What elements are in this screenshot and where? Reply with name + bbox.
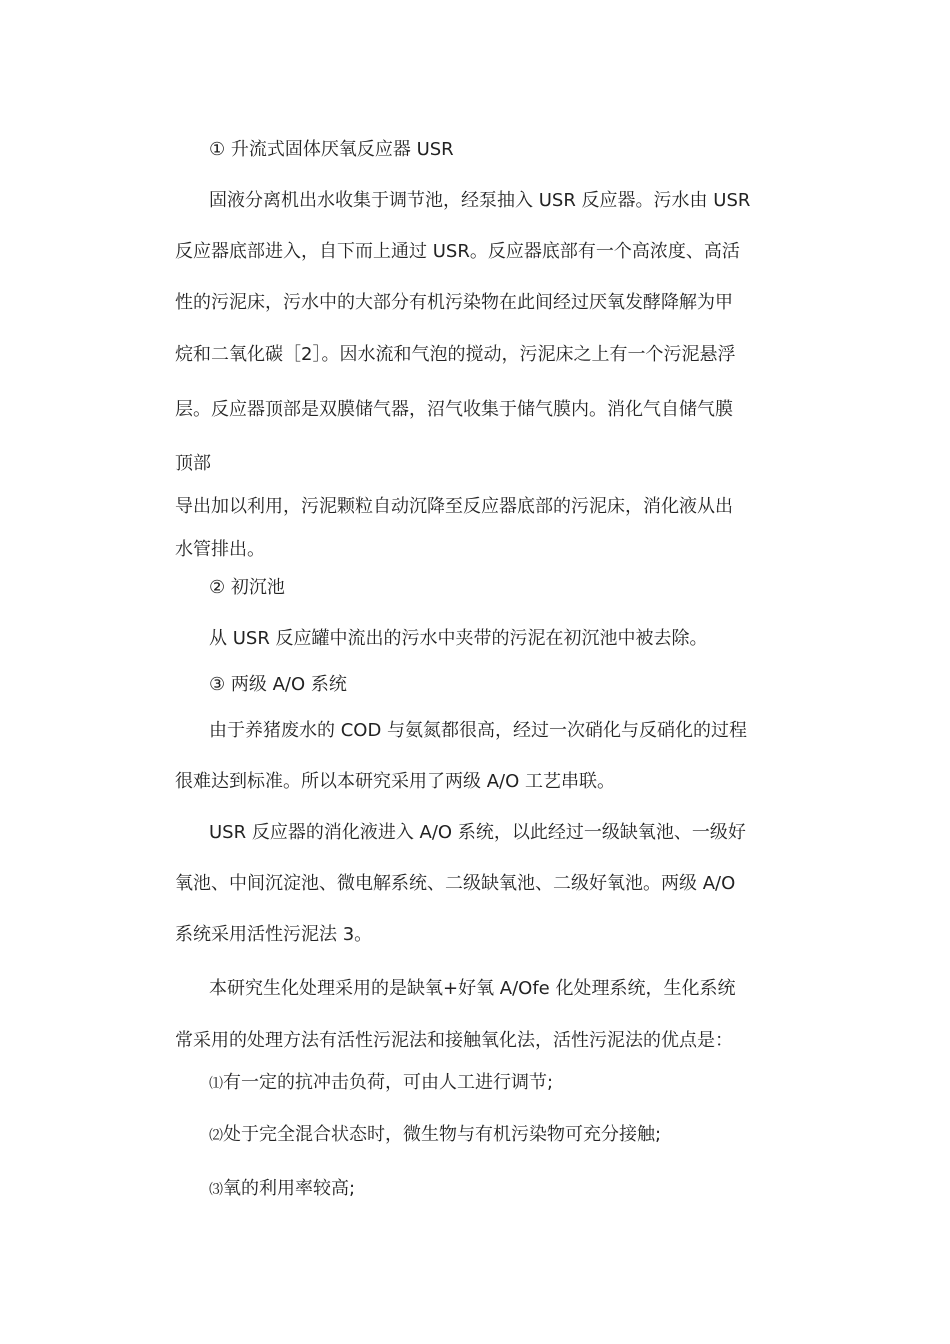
section-heading-primary-settling: ② 初沉池 — [209, 577, 285, 598]
paragraph-line: 本研究生化处理采用的是缺氧+好氧 A/Ofe 化处理系统，生化系统 — [209, 978, 736, 999]
paragraph-line: 由于养猪废水的 COD 与氨氮都很高，经过一次硝化与反硝化的过程 — [209, 720, 748, 741]
paragraph-line: 导出加以利用，污泥颗粒自动沉降至反应器底部的污泥床，消化液从出 — [175, 496, 733, 517]
paragraph-line: 从 USR 反应罐中流出的污水中夹带的污泥在初沉池中被去除。 — [209, 628, 708, 649]
list-marker: ⑶ — [209, 1182, 223, 1198]
paragraph-line: 固液分离机出水收集于调节池，经泵抽入 USR 反应器。污水由 USR — [209, 190, 751, 211]
paragraph-line: 反应器底部进入，自下而上通过 USR。反应器底部有一个高浓度、高活 — [175, 241, 740, 262]
paragraph-line: 层。反应器顶部是双膜储气器，沼气收集于储气膜内。消化气自储气膜 — [175, 399, 733, 420]
advantage-item — [209, 1122, 661, 1149]
paragraph-line: 性的污泥床，污水中的大部分有机污染物在此间经过厌氧发酵降解为甲 — [175, 292, 733, 313]
section-heading-ao: ③ 两级 A/O 系统 — [209, 674, 347, 695]
section-heading-usr: ① 升流式固体厌氧反应器 USR — [209, 139, 454, 160]
advantage-item — [209, 1070, 553, 1097]
list-marker: ⑵ — [209, 1128, 223, 1144]
list-marker: ⑴ — [209, 1076, 223, 1092]
advantage-item — [209, 1176, 355, 1203]
paragraph-line: 很难达到标准。所以本研究采用了两级 A/O 工艺串联。 — [175, 771, 615, 792]
paragraph-line: 顶部 — [175, 453, 211, 474]
advantage-text: 有一定的抗冲击负荷，可由人工进行调节; — [223, 1072, 554, 1093]
paragraph-line: 氧池、中间沉淀池、微电解系统、二级缺氧池、二级好氧池。两级 A/O — [175, 873, 736, 894]
paragraph-line: 水管排出。 — [175, 539, 265, 560]
paragraph-line: 烷和二氧化碳［2］。因水流和气泡的搅动，污泥床之上有一个污泥悬浮 — [175, 344, 736, 365]
paragraph-line: 常采用的处理方法有活性污泥法和接触氧化法，活性污泥法的优点是： — [175, 1030, 733, 1051]
advantage-text: 处于完全混合状态时，微生物与有机污染物可充分接触; — [223, 1124, 662, 1145]
paragraph-line: 系统采用活性污泥法 3。 — [175, 924, 373, 945]
advantage-text: 氧的利用率较高; — [223, 1178, 356, 1199]
paragraph-line: USR 反应器的消化液进入 A/O 系统，以此经过一级缺氧池、一级好 — [209, 822, 746, 843]
